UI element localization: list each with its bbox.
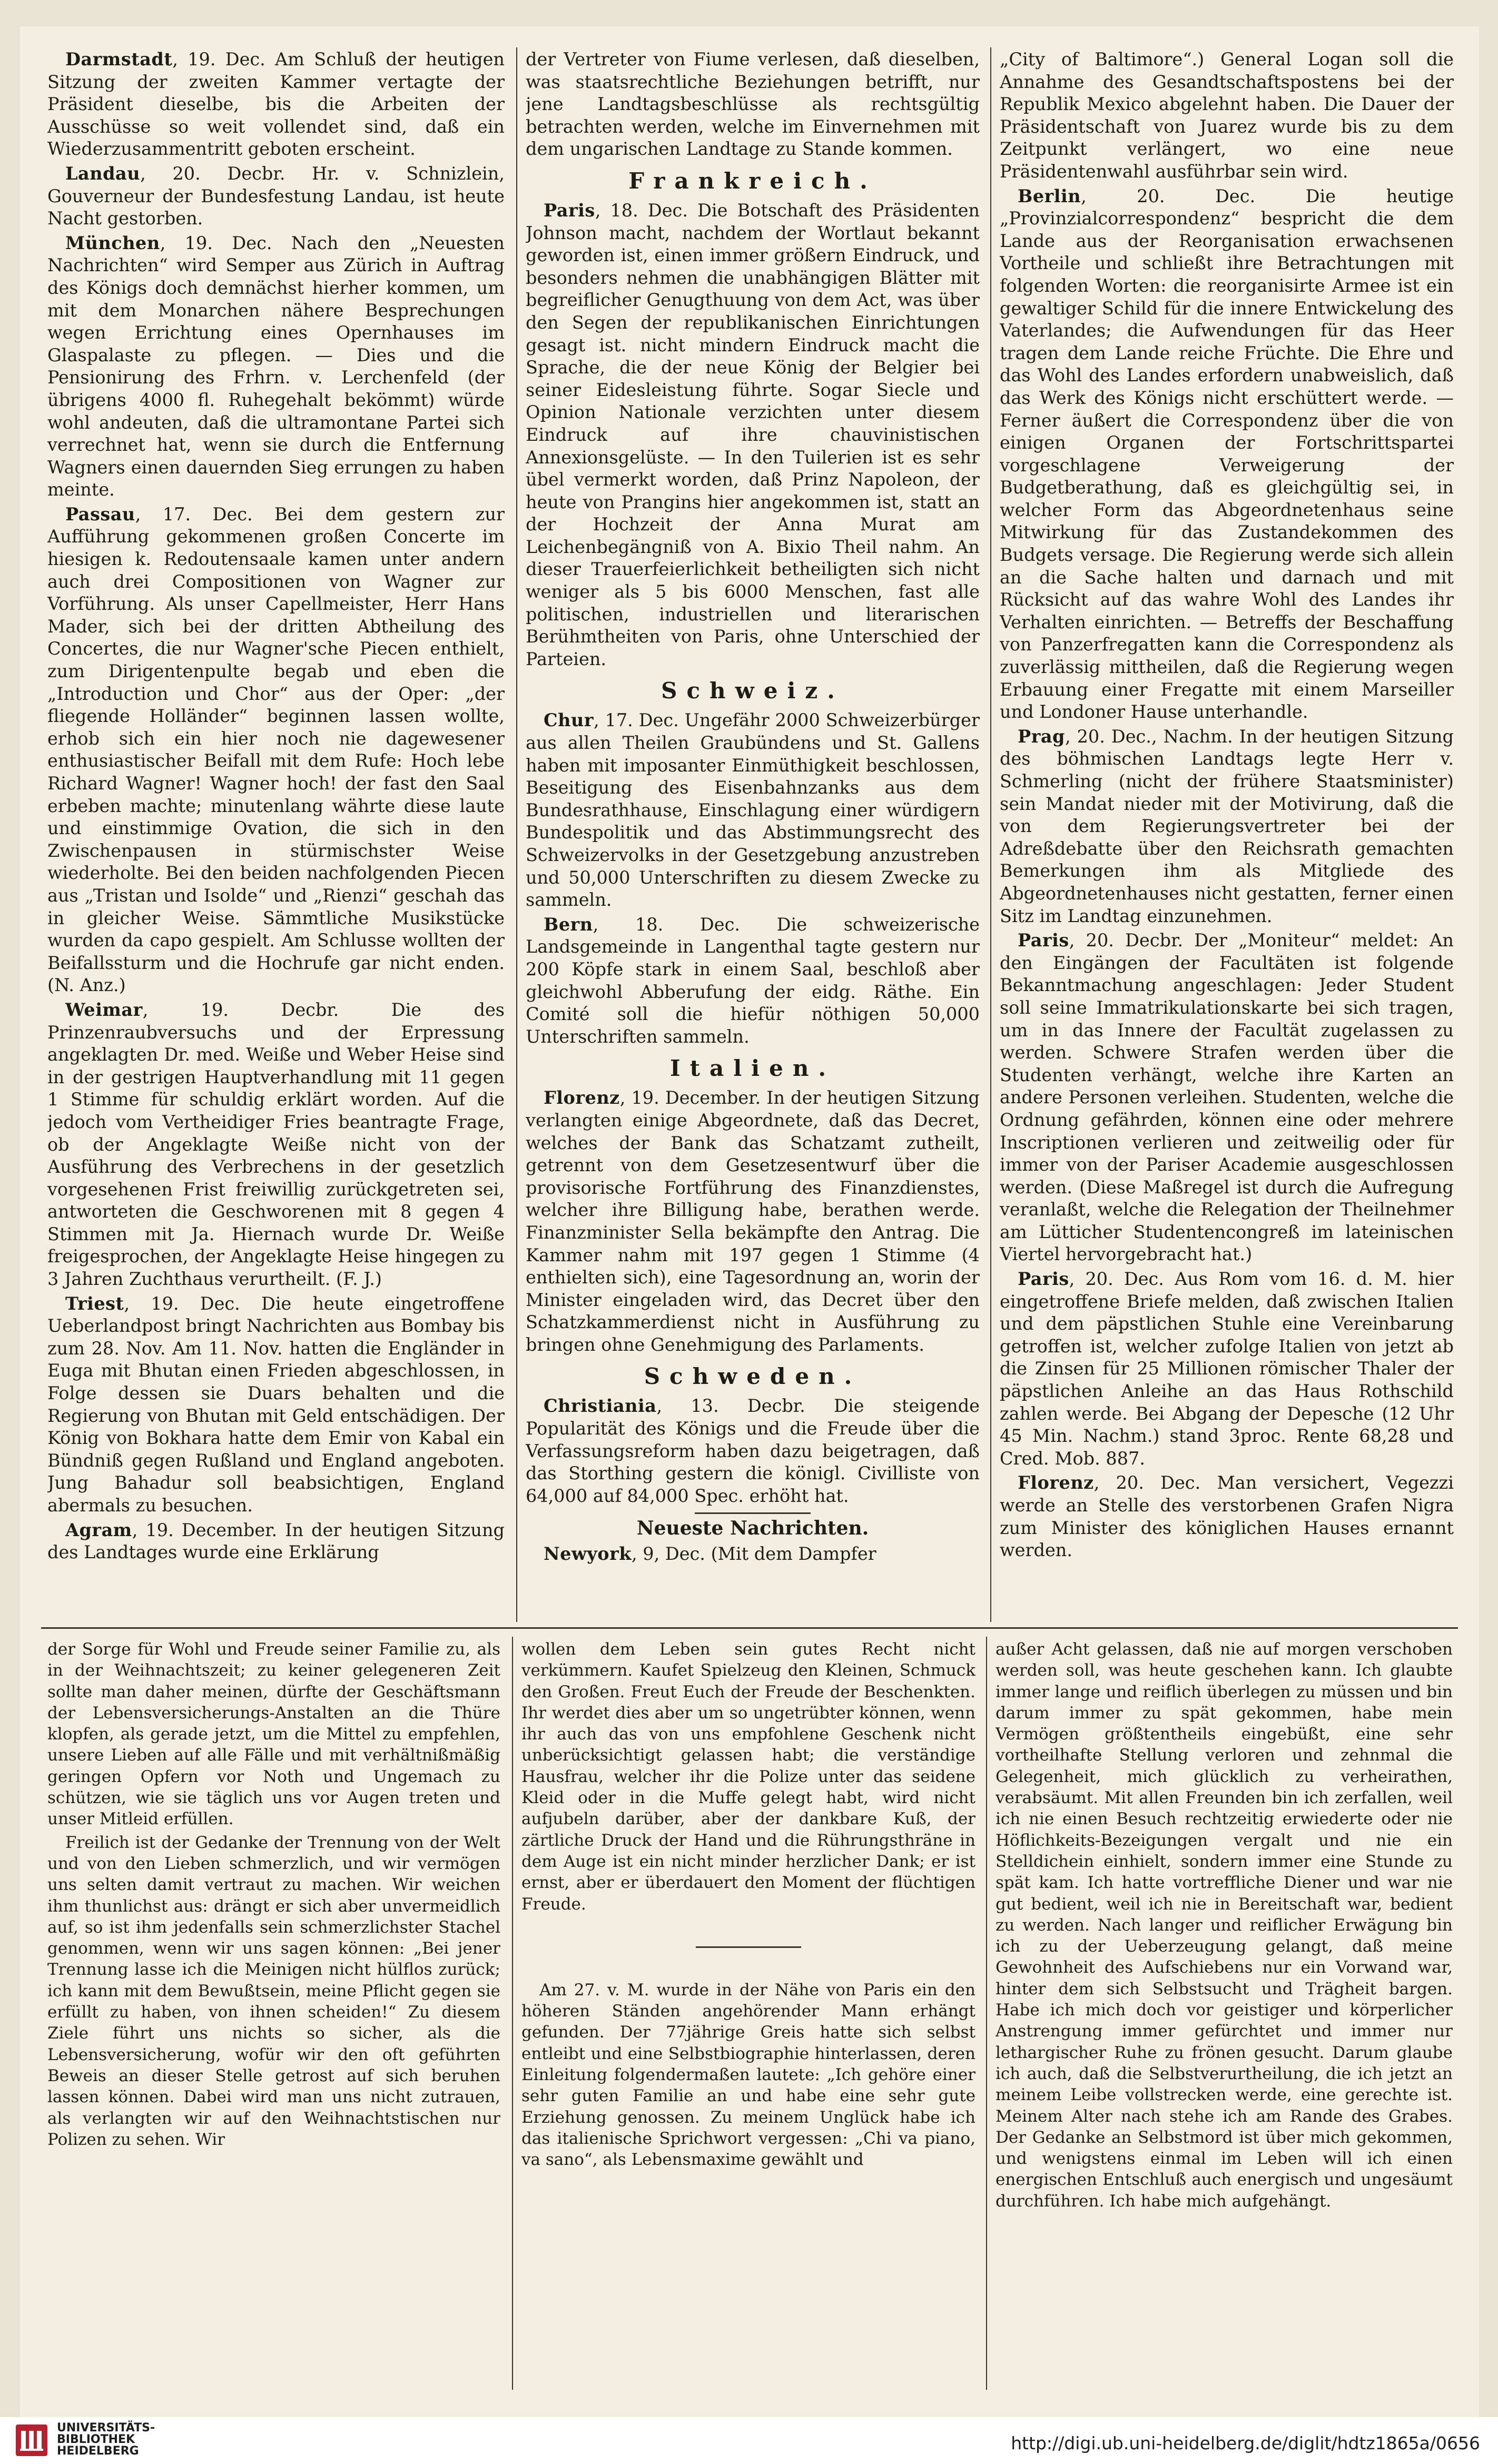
library-name-line-3: HEIDELBERG (57, 2445, 139, 2458)
column-2 (526, 48, 980, 1615)
article-text: , 18. Dec. Die schweizerische Landsgemeinde in Langenthal tagte gestern nur 200 Köpfe stark in einem Saal, beschloß aber gleichwohl Abberufung der eidg. Räthe. Ein Comité soll die hiefür nöthigen 50,000 Unterschriften sammeln. (526, 914, 980, 1047)
dateline-place: Prag (1018, 726, 1065, 747)
feuilleton-paragraph: außer Acht gelassen, daß nie auf morgen verschoben werden soll, was heute geschehen kann. Ich glaubte immer lange und reiflich überlegen zu müssen und bin darum immer zu spät gekommen, habe mein Vermögen größtentheils eingebüßt, eine sehr vortheilhafte Stellung verloren und zehnmal die Gelegenheit, mich glücklich zu verheirathen, verabsäumt. Mit allen Freunden bin ich zerfallen, weil ich nie einen Besuch rechtzeitig erwiederte oder nie Höflichkeits-Bezeigungen vergalt und nie ein Stelldichein einhielt, sondern immer eine Stunde zu spät kam. Ich hatte vortreffliche Diener und war nie gut bedient, weil ich nie in Bereitschaft war, bedient zu werden. Nach langer und reiflicher Erwägung bin ich zu der Ueberzeugung gelangt, daß meine Gewohnheit des Aufschiebens nur ein Vorwand war, hinter dem sich Selbstsucht und Trägheit bargen. Habe ich mich doch vor geistiger und körperlicher Anstrengung immer gefürchtet und immer nur lethargischer Ruhe zu frönen gesucht. Darum glaube ich auch, daß die Selbstverurtheilung, die ich jetzt an meinem Leibe vollstrecken werde, eine gerechte ist. Meinem Alter nach stehe ich am Rande des Grabes. Der Gedanke an Selbstmord ist über mich gekommen, und wenigstens einmal im Leben will ich einen energischen Entschluß auch energisch und ungesäumt durchführen. Ich habe mich aufgehängt. (996, 1640, 1453, 2211)
article-text: , 20. Decbr. Hr. v. Schnizlein, Gouverneur der Bundesfestung Landau, ist heute Nacht gestorben. (47, 163, 505, 229)
short-rule (695, 1512, 811, 1514)
column-3 (1000, 48, 1454, 1615)
dateline-place: Florenz (1018, 1472, 1094, 1493)
section-heading-schweiz: Schweiz. (661, 678, 844, 704)
article-text: , 19. Dec. Am Schluß der heutigen Sitzung der zweiten Kammer vertagte der Präsident dieselbe, bis die Arbeiten der Ausschüsse so weit vollendet sind, daß ein Wiederzusammentritt geboten erscheint. (47, 49, 505, 160)
section-heading-italien: Italien. (669, 1055, 836, 1082)
column-1 (47, 48, 505, 1615)
article-paragraph (1000, 185, 1454, 724)
story-separator (696, 1946, 801, 1948)
article-paragraph (526, 709, 980, 911)
article-text: , 20. Dec. Man versichert, Vegezzi werde an Stelle des verstorbenen Grafen Nigra zum Minister des königlichen Hauses ernannt werden. (1000, 1472, 1454, 1561)
dateline-place: Chur (544, 710, 594, 731)
article-paragraph (47, 163, 505, 230)
article-text: , 19. Dec. Die heute eingetroffene Ueberlandpost bringt Nachrichten aus Bombay bis zum 28. Nov. Am 11. Nov. hatten die Engländer in Euga mit Bhutan einen Frieden abgeschlossen, in Folge dessen sie Duars behalten und die Regierung von Bhutan mit Geld entschädigen. Der König von Bokhara hatte dem Emir von Kabal ein Bündniß gegen Rußland und England angeboten. Jung Bahadur soll beabsichtigen, England abermals zu besuchen. (47, 1293, 505, 1516)
article-paragraph (526, 1087, 980, 1356)
dateline-place: Christiania (544, 1396, 657, 1417)
article-text: , 17. Dec. Bei dem gestern zur Aufführung gekommenen großen Concerte im hiesigen k. Redoutensaale kamen unter andern auch drei Compositionen von Wagner zur Vorführung. Als unser Capellmeister, Herr Hans Mader, sich bei der dritten Abtheilung des Concertes, die nur Wagner'sche Piecen enthielt, zum Dirigentenpulte begab und eben die „Introduction und Chor“ aus der Oper: „der fliegende Holländer“ beginnen lassen wollte, erhob sich ein hier noch nie dagewesener enthusiastischer Beifall mit dem Rufe: Hoch lebe Richard Wagner! Wagner hoch! der fast den Saal erbeben machte; minutenlang währte diese laute und einstimmige Ovation, die sich in den Zwischenpausen in stürmischster Weise wiederholte. Bei den beiden nachfolgenden Piecen aus „Tristan und Isolde“ und „Rienzi“ geschah das in gleicher Weise. Sämmtliche Musikstücke wurden da capo gespielt. Am Schlusse wollten der Beifallssturm und die Hochrufe gar nicht enden. (N. Anz.) (47, 503, 505, 996)
article-text: der Vertreter von Fiume verlesen, daß dieselben, was staatsrechtliche Beziehungen betrifft, nur jene Landtagsbeschlüsse als rechtsgültig betrachten werden, welche im Einvernehmen mit dem ungarischen Landtage zu Stande kommen. (526, 49, 980, 160)
feuilleton-column-1 (47, 1639, 500, 2387)
article-text: , 19. December. In der heutigen Sitzung des Landtages wurde eine Erklärung (47, 1519, 505, 1563)
feuilleton-column-2 (521, 1639, 975, 2387)
article-text: , 20. Dec. Aus Rom vom 16. d. M. hier eingetroffene Briefe melden, daß zwischen Italien und dem päpstlichen Stuhle eine Vereinbarung getroffen ist, welcher zufolge Italien von jetzt ab die Zinsen für 25 Millionen römischer Thaler der päpstlichen Anleihe an das Haus Rothschild zahlen werde. Bei Abgang der Depesche (12 Uhr 45 Min. Nachm.) stand 3proc. Rente 68,28 und Cred. Mob. 887. (1000, 1269, 1454, 1469)
dateline-place: Agram (65, 1519, 132, 1540)
article-paragraph (47, 1293, 505, 1517)
dateline-place: Landau (65, 163, 141, 184)
section-heading-schweden: Schweden. (644, 1363, 862, 1390)
article-text: , 19. Decbr. Die des Prinzenraubversuchs und der Erpressung angeklagten Dr. med. Weiße und Weber Heise sind in der gestrigen Hauptverhandlung mit 11 gegen 1 Stimme für schuldig erklärt worden. Auf die jedoch vom Vertheidiger Fries beantragte Frage, ob der Angeklagte Weiße nicht von der Ausführung des Verbrechens in der gesetzlich vorgesehenen Frist freiwillig zurückgetreten sei, antworteten die Geschworenen mit 8 gegen 4 Stimmen mit Ja. Hiernach wurde Dr. Weiße freigesprochen, der Angeklagte Heise hingegen zu 3 Jahren Zuchthaus verurtheilt. (F. J.) (47, 999, 505, 1290)
feuilleton-paragraph: Freilich ist der Gedanke der Trennung von der Welt und von den Lieben schmerzlich, und wir vermögen uns selten damit vertraut zu machen. Wir weichen ihm thunlichst aus: drängt er sich aber unvermeidlich auf, so ist ihm jedenfalls sein schmerzlichster Stachel genommen, wenn wir uns sagen können: „Bei jener Trennung lasse ich die Meinigen nicht hülflos zurück; ich kann mit dem Bewußtsein, meine Pflicht gegen sie erfüllt zu haben, von ihnen scheiden!“ Zu diesem Ziele führt uns nichts so sicher, als die Lebensversicherung, wofür wir den oft geführten Beweis an dieser Stelle getrost auf sich beruhen lassen können. Dabei wird man uns nicht zutrauen, als verlangten wir auf den Weihnachtstischen nur Polizen zu sehen. Wir (47, 1833, 500, 2149)
library-name-line-1: UNIVERSITÄTS- (57, 2421, 155, 2435)
article-text: , 17. Dec. Ungefähr 2000 Schweizerbürger aus allen Theilen Graubündens und St. Gallens haben mit imposanter Einmüthigkeit beschlossen, Beseitigung des Eisenbahnzanks aus dem Bundesrathhause, Einschlagung einer würdigern Bundespolitik und das Abstimmungsrecht des Schweizervolks in der Gesetzgebung anzustreben und 50,000 Unterschriften zu diesem Zwecke zu sammeln. (526, 710, 980, 911)
article-paragraph (526, 48, 980, 161)
article-paragraph (47, 48, 505, 161)
dateline-place: Weimar (65, 999, 143, 1020)
library-name (57, 2422, 155, 2457)
article-paragraph (1000, 929, 1454, 1266)
article-text: , 19. Dec. Nach den „Neuesten Nachrichten“ wird Semper aus Zürich in Auftrag des Königs doch demnächst hierher kommen, um mit dem Monarchen nähere Besprechungen wegen Errichtung eines Opernhauses im Glaspalaste zu pflegen. — Dies und die Pensionirung des Frhrn. v. Lerchenfeld (der übrigens 4000 fl. Ruhegehalt bekömmt) würde wohl andeuten, daß die ultramontane Partei sich verrechnet hat, wenn sie durch die Entfernung Wagners einen dauernden Sieg errungen zu haben meinte. (47, 232, 505, 500)
article-text: , 9, Dec. (Mit dem Dampfer (631, 1543, 876, 1565)
article-text: , 18. Dec. Die Botschaft des Präsidenten Johnson macht, nachdem der Wortlaut bekannt geworden ist, einen immer größern Eindruck, und besonders nehmen die unabhängigen Blätter mit begreiflicher Genugthuung von dem Act, was über den Segen der republikanischen Einrichtungen gesagt ist. nicht mindern Eindruck macht die Sprache, die der neue König der Belgier bei seiner Eidesleistung führte. Sogar Siecle und Opinion Nationale verzichten unter diesem Eindruck auf ihre chauvinistischen Annexionsgelüste. — In den Tuilerien ist es sehr übel vermerkt worden, daß Prinz Napoleon, der heute von Prangins hier angekommen ist, statt an der Hochzeit der Anna Murat am Leichenbegängniß von A. Bixio Theil nahm. An dieser Trauerfeierlichkeit betheiligten sich nicht weniger als 5 bis 6000 Menschen, fast alle politischen, industriellen und literarischen Berühmtheiten von Paris, ohne Unterschied der Parteien. (526, 200, 980, 669)
dateline-place: Newyork (544, 1543, 632, 1565)
article-paragraph (1000, 1268, 1454, 1470)
university-library-logo-icon (15, 2423, 48, 2457)
section-heading-neueste: Neueste Nachrichten. (636, 1517, 869, 1540)
dateline-place: Berlin (1018, 185, 1081, 206)
article-paragraph (47, 232, 505, 501)
column-rule-1 (516, 47, 517, 1622)
article-paragraph (526, 200, 980, 670)
dateline-place: Paris (1018, 1269, 1069, 1290)
feuilleton-paragraph: der Sorge für Wohl und Freude seiner Familie zu, als in der Weihnachtszeit; zu keiner gelegeneren Zeit sollte man daher meinen, dürfte der Geschäftsmann der Lebensversicherungs-Anstalten an die Thüre klopfen, als gerade jetzt, um die Mittel zu empfehlen, unsere Lieben auf alle Fälle und mit verhältnißmäßig geringen Opfern vor Noth und Ungemach zu schützen, wie sie täglich uns vor Augen treten und unser Mitleid erfüllen. (47, 1640, 500, 1829)
dateline-place: München (65, 232, 160, 253)
article-text: , 19. December. In der heutigen Sitzung verlangten einige Abgeordnete, daß das Decret, welches der Bank das Schatzamt zutheilt, getrennt von dem Gesetzesentwurf über die provisorische Fortführung des Finanzdienstes, welcher ihre Billigung habe, berathen werde. Finanzminister Sella bekämpfte den Antrag. Die Kammer nahm mit 197 gegen 1 Stimme (4 enthielten sich), eine Tagesordnung an, worin der Minister eingeladen wird, das Decret über den Schatzkammerdienst nicht in Ausführung zu bringen ohne Genehmigung des Parlaments. (526, 1087, 980, 1355)
feuilleton-rule-2 (986, 1637, 987, 2390)
section-heading-frankreich: Frankreich. (628, 167, 877, 194)
feuilleton-rule-1 (512, 1637, 513, 2390)
article-paragraph (47, 1519, 505, 1564)
dateline-place: Florenz (544, 1087, 620, 1109)
article-paragraph (1000, 1472, 1454, 1561)
article-text: , 20. Dec., Nachm. In der heutigen Sitzung des böhmischen Landtags legte Herr v. Schmerling (nicht der frühere Staatsminister) sein Mandat nieder mit der Motivirung, daß die von dem Regierungsvertreter bei der Adreßdebatte über den Reichsrath gemachten Bemerkungen ihm als Mitgliede des Abgeordnetenhauses nicht gestatten, ferner einen Sitz im Landtag einzunehmen. (1000, 726, 1454, 926)
permalink-url[interactable]: http://digi.ub.uni-heidelberg.de/diglit/hdtz1865a/0656 (1011, 2433, 1480, 2453)
feuilleton-paragraph: wollen dem Leben sein gutes Recht nicht verkümmern. Kaufet Spielzeug den Kleinen, Schmuck den Großen. Freut Euch der Freude der Beschenkten. Ihr werdet dies aber um so ungetrübter können, wenn ihr auch das von uns empfohlene Geschenk nicht unberücksichtigt gelassen habt; die verständige Hausfrau, welcher ihr die Polize unter das seidene Kleid oder in die Muffe gelegt habt, wird nicht aufjubeln darüber, aber der dankbare Kuß, der zärtliche Druck der Hand und die Rührungsthräne in dem Auge ist ein nicht minder herzlicher Dank; er ist ernst, aber er überdauert den Moment der flüchtigen Freude. (521, 1640, 975, 1914)
article-text: „City of Baltimore“.) General Logan soll die Annahme des Gesandtschaftspostens bei der Republik Mexico abgelehnt haben. Die Dauer der Präsidentschaft von Juarez wurde bis zu dem Zeitpunkt verlängert, wo eine neue Präsidentenwahl ausführbar sein wird. (1000, 49, 1454, 182)
dateline-place: Passau (65, 503, 135, 525)
article-text: , 20. Dec. Die heutige „Provinzialcorrespondenz“ bespricht die dem Lande aus der Reorganisation erwachsenen Vortheile und schließt ihre Betrachtungen mit folgenden Worten: die reorganisirte Armee ist ein gewaltiger Schild für die innere Entwickelung des Vaterlandes; die Aufwendungen für das Heer tragen dem Lande reiche Früchte. Die Ehre und das Wohl des Landes erfordern unabweislich, daß das Werk des Königs nicht erschüttert werde. — Ferner äußert die Correspondenz über die von einigen Organen der Fortschrittspartei vorgeschlagene Verweigerung der Budgetberathung, daß es gleichgültig sei, in welcher Form das Abgeordnetenhaus seine Mitwirkung für das Zustandekommen des Budgets versage. Die Regierung werde sich allein an die Sache halten und darnach und mit Rücksicht auf das wahre Wohl des Landes ihr Verhalten einrichten. — Betreffs der Beschaffung von Panzerfregatten kann die Correspondenz als zuverlässig mittheilen, daß die Regierung wegen Erbauung einer Fregatte mit einem Marseiller und Londoner Hause unterhandle. (1000, 185, 1454, 723)
article-paragraph (526, 1395, 980, 1507)
dateline-place: Triest (65, 1293, 124, 1314)
feuilleton-column-3 (996, 1639, 1453, 2387)
dateline-place: Paris (1018, 930, 1069, 951)
dateline-place: Bern (544, 914, 593, 935)
article-text: , 13. Decbr. Die steigende Popularität des Königs und die Freude über die Verfassungsreform haben dazu beigetragen, daß das Storthing gestern die königl. Civilliste von 64,000 auf 84,000 Spec. erhöht hat. (526, 1396, 980, 1506)
feuilleton-separator (41, 1627, 1458, 1629)
article-paragraph (1000, 48, 1454, 183)
column-rule-2 (990, 47, 991, 1622)
article-paragraph (526, 1543, 980, 1566)
dateline-place: Darmstadt (65, 49, 173, 70)
feuilleton-paragraph: Am 27. v. M. wurde in der Nähe von Paris ein den höheren Ständen angehörender Mann erhängt gefunden. Der 77jährige Greis hatte sich selbst entleibt und eine Selbstbiographie hinterlassen, deren Einleitung folgendermaßen lautete: „Ich gehöre einer sehr guten Familie an und habe eine sehr gute Erziehung genossen. Zu meinem Unglück habe ich das italienische Sprichwort vergessen: „Chi va piano, va sano“, als Lebensmaxime gewählt und (521, 1980, 975, 2170)
article-text: , 20. Decbr. Der „Moniteur“ meldet: An den Eingängen der Facultäten ist folgende Bekanntmachung angeschlagen: Jeder Student soll seine Immatrikulationskarte bei sich tragen, um in das Innere der Facultät zugelassen zu werden. Schwere Strafen werden über die Studenten verhängt, welche ihre Karten an andere Personen verleihen. Studenten, welche die Ordnung gefährden, können eine oder mehrere Inscriptionen verlieren und zeitweilig oder für immer von der Pariser Academie ausgeschlossen werden. (Diese Maßregel ist durch die Aufregung veranlaßt, welche die Relegation der Theilnehmer am Lütticher Studentencongreß im lateinischen Viertel hervorgebracht hat.) (1000, 930, 1454, 1265)
article-paragraph (47, 503, 505, 997)
article-paragraph (526, 914, 980, 1048)
article-paragraph (47, 999, 505, 1291)
article-paragraph (1000, 726, 1454, 927)
newspaper-page (20, 26, 1479, 2417)
library-name-line-2: BIBLIOTHEK (57, 2433, 135, 2446)
dateline-place: Paris (544, 200, 595, 221)
